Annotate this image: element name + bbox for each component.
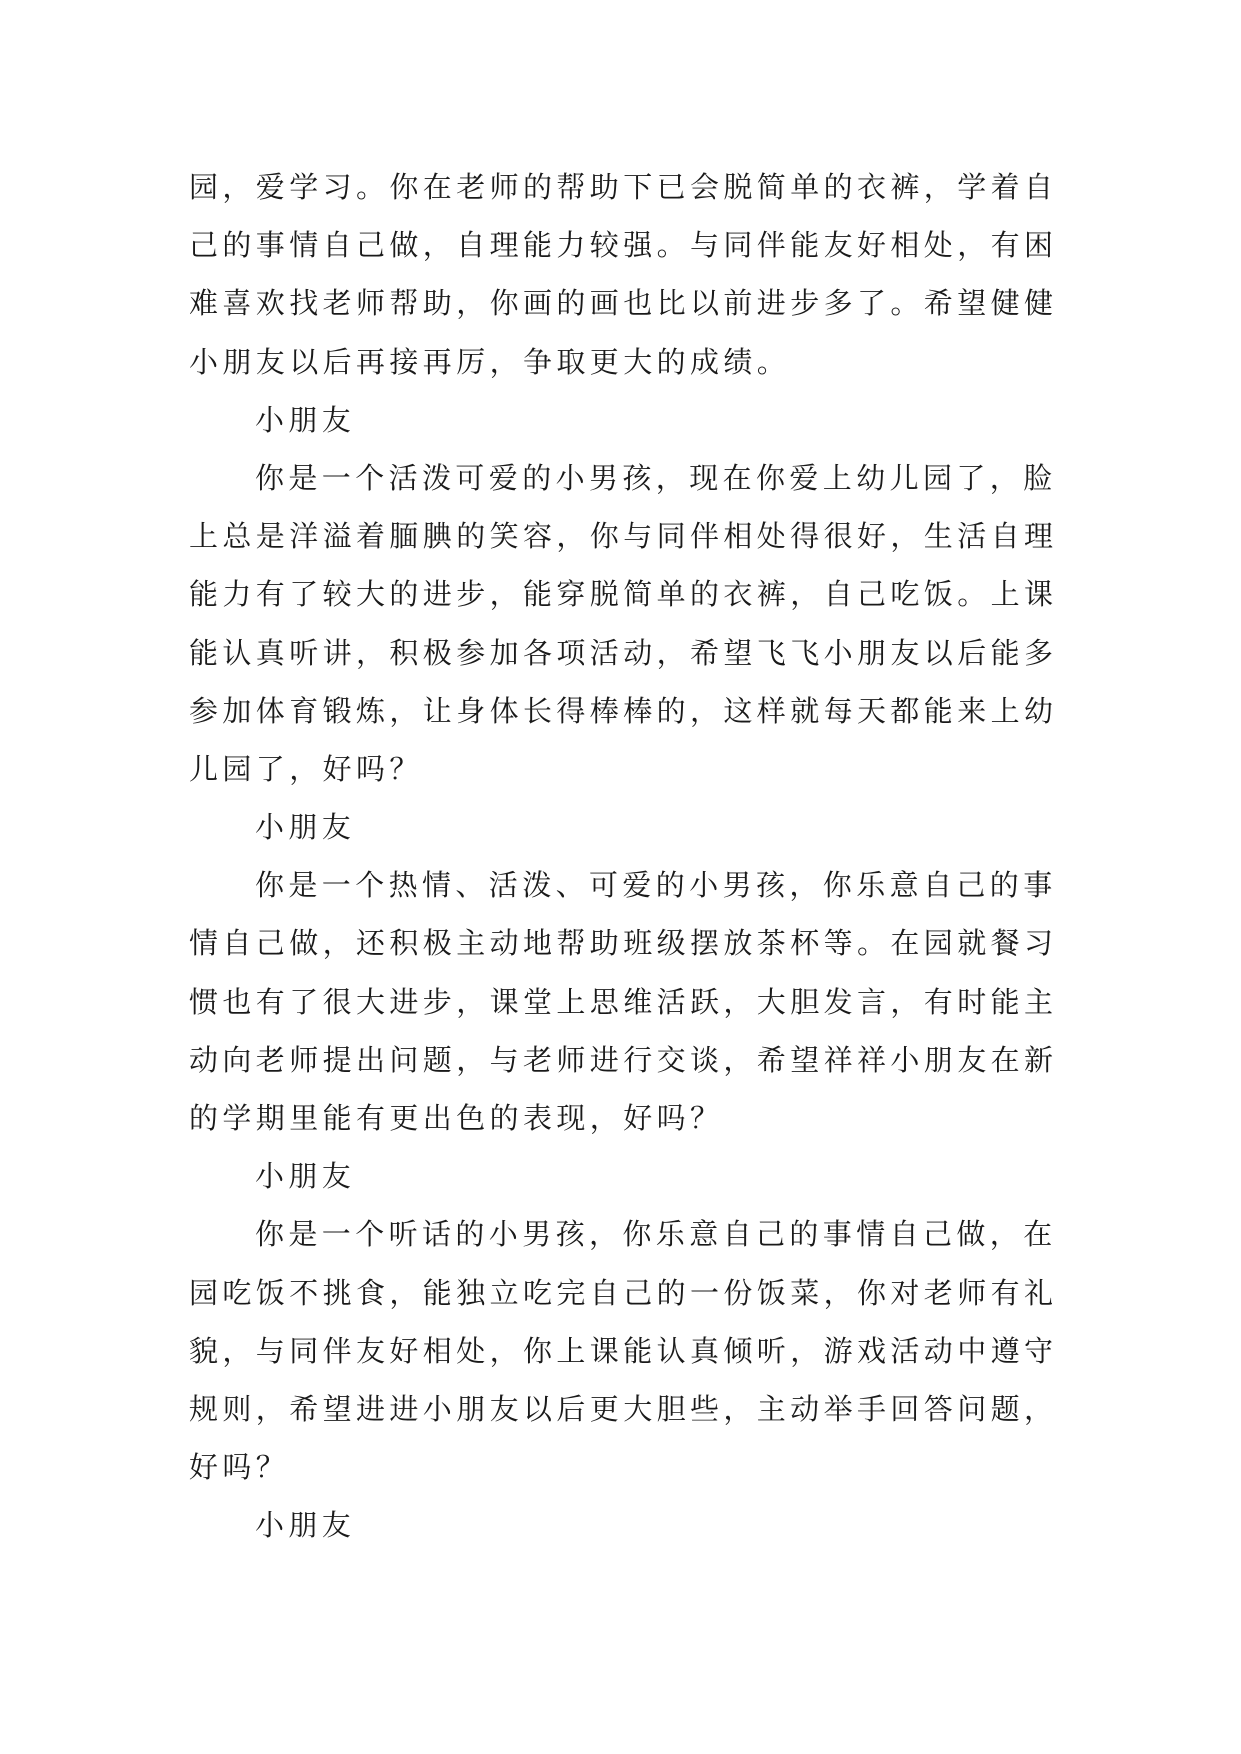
paragraph-line: 貌，与同伴友好相处，你上课能认真倾听，游戏活动中遵守 bbox=[189, 1333, 1058, 1368]
paragraph-first-line: 你是一个热情、活泼、可爱的小男孩，你乐意自己的事 bbox=[255, 868, 1057, 903]
paragraph-line: 参加体育锻炼，让身体长得棒棒的，这样就每天都能来上幼 bbox=[189, 693, 1058, 728]
paragraph-line: 动向老师提出问题，与老师进行交谈，希望祥祥小朋友在新 bbox=[189, 1042, 1058, 1077]
section-heading: 小朋友 bbox=[255, 810, 356, 845]
paragraph-line: 上总是洋溢着腼腆的笑容，你与同伴相处得很好，生活自理 bbox=[189, 519, 1058, 554]
section-heading: 小朋友 bbox=[255, 1159, 356, 1194]
section-heading: 小朋友 bbox=[255, 402, 356, 437]
paragraph-first-line: 你是一个听话的小男孩，你乐意自己的事情自己做，在 bbox=[255, 1217, 1057, 1252]
document-body bbox=[189, 158, 1059, 1555]
paragraph-line: 的学期里能有更出色的表现，好吗？ bbox=[189, 1101, 724, 1135]
paragraph-line: 情自己做，还积极主动地帮助班级摆放茶杯等。在园就餐习 bbox=[189, 926, 1058, 961]
paragraph-line: 儿园了，好吗？ bbox=[189, 751, 423, 786]
paragraph-first-line: 你是一个活泼可爱的小男孩，现在你爱上幼儿园了，脸 bbox=[255, 460, 1057, 495]
paragraph-line: 难喜欢找老师帮助，你画的画也比以前进步多了。希望健健 bbox=[189, 286, 1058, 321]
section-heading: 小朋友 bbox=[255, 1508, 356, 1543]
paragraph-line: 小朋友以后再接再厉，争取更大的成绩。 bbox=[189, 344, 791, 379]
paragraph-line: 能认真听讲，积极参加各项活动，希望飞飞小朋友以后能多 bbox=[189, 635, 1058, 670]
paragraph-line: 园吃饭不挑食，能独立吃完自己的一份饭菜，你对老师有礼 bbox=[189, 1275, 1058, 1310]
paragraph-line: 己的事情自己做，自理能力较强。与同伴能友好相处，有困 bbox=[189, 228, 1058, 263]
paragraph-line: 园，爱学习。你在老师的帮助下已会脱简单的衣裤，学着自 bbox=[189, 170, 1058, 204]
paragraph-line: 规则，希望进进小朋友以后更大胆些，主动举手回答问题， bbox=[189, 1391, 1058, 1426]
paragraph-line: 好吗？ bbox=[189, 1450, 290, 1485]
paragraph-line: 能力有了较大的进步，能穿脱简单的衣裤，自己吃饭。上课 bbox=[189, 577, 1058, 612]
paragraph-line: 惯也有了很大进步，课堂上思维活跃，大胆发言，有时能主 bbox=[189, 984, 1058, 1019]
